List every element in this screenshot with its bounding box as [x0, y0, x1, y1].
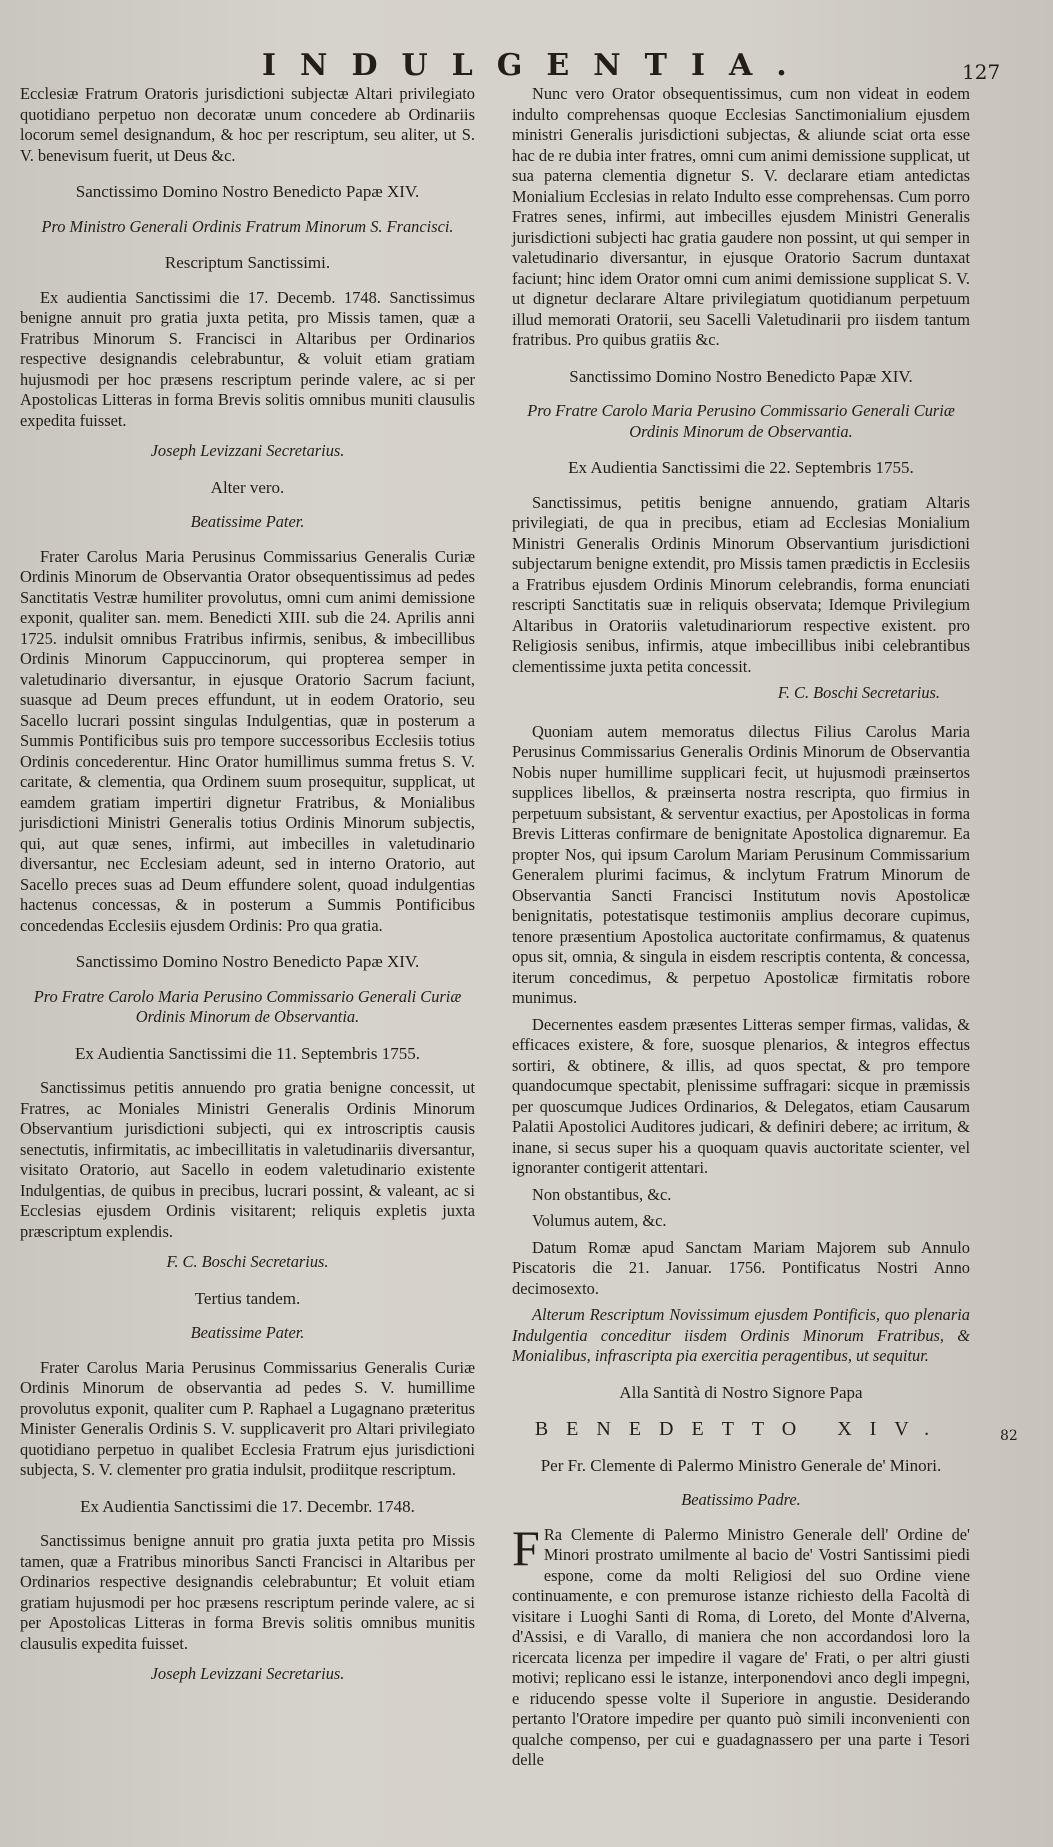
- paragraph: Frater Carolus Maria Perusinus Commissarius Generalis Curiæ Ordinis Minorum de Observantia Orator obsequentissimus ad pedes Sanctitatis Vestræ humiliter provolutus, omni cum animi demissione exponit, qualiter san. mem. Benedicti XIII. sub die 24. Aprilis anni 1725. indulsit omnibus Fratribus infirmis, senibus, & imbecillibus Ordinis Minorum Cappuccinorum, qui propterea semper in valetudinario diversantur, in ejusque Oratorio Sacrum faciunt, suasque ad Deum preces effundunt, ut in eodem Oratorio, seu Sacello lucrari possint singulas Indulgentias, quæ in posterum a Summis Pontificibus suis pro tempore successoribus Ecclesiis totius Ordinis concederentur. Hinc Orator humillimus summa fretus S. V. caritate, & clementia, qua Ordinem suum prosequitur, supplicat, ut eamdem gratiam impertiri dignetur Fratribus, & Monialibus jurisdictioni Ministri Generalis totius Ordinis Minorum subjectis, qui, aut quæ senes, infirmi, aut imbecilles in valetudinario diversantur, nec Ecclesiam adeunt, sed in interno Oratorio, aut Sacello preces suas ad Deum effundere solent, quoad indulgentias hactenus concessas, & in posterum a Summis Pontificibus concedendas Ecclesiis ejusdem Ordinis: Pro qua gratia.: [20, 546, 475, 935]
- paragraph: Ecclesiæ Fratrum Oratoris jurisdictioni subjectæ Altari privilegiato quotidiano perpetuo non decoratæ unum concedere ab Ordinariis locorum semel designandum, & hoc per rescriptum, seu aliter, ut S. V. benevisum fuerit, ut Deus &c.: [20, 84, 475, 165]
- paragraph: Sanctissimus, petitis benigne annuendo, gratiam Altaris privilegiati, de qua in precibus, etiam ad Ecclesias Monialium Ministri Generalis Ordinis Minorum Observantium jurisdictioni subjectarum benigne extendit, pro Missis tamen prædictis in Ecclesiis a Fratribus ejusdem Ordinis Minorum celebrandis, forma enunciati rescripti Sanctitatis suæ in reliquis observata; Idemque Privilegium Altaribus in Oratoriis valetudinariorum respective existent. pro Religiosis senibus, infirmis, atque imbecillibus inibi celebrantibus clementissime juxta petita concessit.: [512, 492, 970, 676]
- clause-line: Volumus autem, &c.: [532, 1211, 667, 1230]
- paragraph: [512, 1519, 970, 1771]
- section-heading: Tertius tandem.: [194, 1288, 301, 1308]
- section-heading: Alter vero.: [210, 477, 285, 497]
- salutation: Beatissime Pater.: [190, 512, 305, 531]
- pope-name: BENEDETTO XIV.: [534, 1418, 948, 1440]
- paragraph: Sanctissimus petitis annuendo pro gratia benigne concessit, ut Fratres, ac Moniales Ministri Generalis Ordinis Minorum Observantium jurisdictioni subjecti, qui ex introscriptis causis senectutis, infirmitatis, ac imbecillitatis in valetudinariis diversantur, visitato Oratorio, aut Sacello in eodem valetudinario existente Indulgentias, de quibus in precibus, lucrari possint, & valeant, ac si Ecclesias ejusdem Ordinis visitarent; reliquis expletis juxta præscriptum explendis.: [20, 1078, 475, 1241]
- signature: F. C. Boschi Secretarius.: [777, 683, 940, 702]
- paragraph: Frater Carolus Maria Perusinus Commissarius Generalis Curiæ Ordinis Minorum de observantia ad pedes S. V. humillime provolutus exponit, qualiter cum P. Raphael a Lugagnano præteritus Minister Generalis Ordinis S. V. supplicaverit pro Altari privilegiato quotidiano perpetuo in qualibet Ecclesia Fratrum ejus jurisdictioni subjecta, S. V. clementer pro gratia indulsit, prodiitque rescriptum.: [20, 1357, 475, 1479]
- paragraph-text: Ra Clemente di Palermo Ministro Generale dell' Ordine de' Minori prostrato umilmente al bacio de' Vostri Santissimi piedi espone, come da molti Religiosi del suo Ordine viene continuamente, e con premurose istanze richiesto della Facoltà di visitare i Luoghi Santi di Roma, di Loreto, del Monte d'Alverna, d'Assisi, e di Varallo, di maniera che non accordandosi loro la ricercata licenza per impedire il vagare de' Frati, o per altri giusti motivi; replicano essi le istanze, interponendovi anco degli impegni, e riducendo spesse volte il Superiore in angustie. Desiderando pertanto l'Oratore impedire per quanto può simili inconvenienti con qualche compenso, per cui e guadagnassero per una parte i Tesori delle: [512, 1524, 970, 1769]
- petitioner-line: Per Fr. Clemente di Palermo Ministro Generale de' Minori.: [540, 1455, 942, 1475]
- paragraph: Ex audientia Sanctissimi die 17. Decemb. 1748. Sanctissimus benigne annuit pro gratia juxta petita, pro Missis tamen, quæ a Fratribus Minorum S. Francisci in Altaribus per Ordinarios respective designandis celebrabuntur, & voluit etiam gratiam hujusmodi per hoc præsens rescriptum perinde valere, ac si per Apostolicas Litteras in forma Brevis solitis omnibus muniti clausulis expedita fuisset.: [20, 287, 475, 430]
- salutation: Beatissimo Padre.: [681, 1490, 801, 1509]
- clause-line: Non obstantibus, &c.: [532, 1184, 672, 1204]
- address-heading: Alla Santità di Nostro Signore Papa: [619, 1382, 863, 1402]
- petitioner-line: Pro Fratre Carolo Maria Perusino Commissario Generali Curiæ Ordinis Minorum de Observantia.: [527, 401, 955, 441]
- dating-clause: Datum Romæ apud Sanctam Mariam Majorem sub Annulo Piscatoris die 21. Januar. 1756. Pontificatus Nostri Anno decimosexto.: [512, 1237, 970, 1298]
- signature: Joseph Levizzani Secretarius.: [150, 441, 345, 460]
- audience-heading: Ex Audientia Sanctissimi die 11. Septembris 1755.: [74, 1043, 420, 1063]
- drop-cap: F: [512, 1519, 540, 1576]
- rescript-note: Alterum Rescriptum Novissimum ejusdem Pontificis, quo plenaria Indulgentia conceditur iisdem Ordinis Minorum Fratribus, & Monialibus, infrascripta pia exercitia peragentibus, ut sequitur.: [512, 1305, 970, 1365]
- paragraph: Quoniam autem memoratus dilectus Filius Carolus Maria Perusinus Commissarius Generalis Ordinis Minorum de Observantia Nobis nuper humillime supplicari fecit, ut hujusmodi præinsertos supplices libellos, & præinserta nostra rescripta, quo firmius in perpetuum subsistant, & serventur exactius, per Apostolicas in forma Brevis Litteras confirmare de benignitate Apostolica dignaremur. Ea propter Nos, qui ipsum Carolum Mariam Perusinum Commissarium Generalem plurimi facimus, & inclytum Fratrum Minorum de Observantia Sancti Francisci Institutum novis Apostolicæ benignitatis, potestatisque testimoniis amplius decorare cupimus, tenore præsentium Apostolica auctoritate confirmamus, & quatenus opus sit, omnia, & singula in eisdem rescriptis contenta, & concessa, iterum concedimus, & perpetuo Apostolicæ firmitatis robore munimus.: [512, 721, 970, 1007]
- audience-heading: Ex Audientia Sanctissimi die 22. Septembris 1755.: [568, 458, 914, 477]
- address-heading: Sanctissimo Domino Nostro Benedicto Papæ XIV.: [569, 366, 913, 386]
- audience-heading: Ex Audientia Sanctissimi die 17. Decembr. 1748.: [80, 1496, 415, 1516]
- rescript-heading: Rescriptum Sanctissimi.: [164, 253, 331, 272]
- salutation: Beatissime Pater.: [190, 1323, 305, 1342]
- petitioner-line: Pro Fratre Carolo Maria Perusino Commissario Generali Curiæ Ordinis Minorum de Observantia.: [33, 986, 462, 1026]
- paragraph: Decernentes easdem præsentes Litteras semper firmas, validas, & efficaces existere, & fore, suosque plenarios, & integros effectus sortiri, & obtinere, & illis, ad quos spectat, & pro tempore quandocumque spectabit, plenissime suffragari: sicque in præmissis per quoscumque Judices Ordinarios, & Delegatos, etiam Causarum Palatii Apostolici Auditores judicari, & definiri debere; ac irritum, & inane, si secus super his a quoquam quavis auctoritate scienter, vel ignoranter contigerit attentari.: [512, 1014, 970, 1177]
- page-number: 127: [962, 60, 1001, 84]
- left-column: [20, 84, 475, 1701]
- marginal-number: 82: [1000, 1428, 1018, 1444]
- right-column: [512, 84, 970, 1777]
- petitioner-line: Pro Ministro Generali Ordinis Fratrum Minorum S. Francisci.: [41, 216, 454, 236]
- paragraph: Nunc vero Orator obsequentissimus, cum non videat in eodem indulto comprehensas quoque Ecclesias Sanctimonialium ejusdem ministri Generalis jurisdictioni subjectas, & aliunde sciat orta esse hac de re dubia inter fratres, omni cum animi demissione supplicat, ut sua paterna clementia dignetur S. V. declarare etiam antedictas Monialium Ecclesias in relato Indulto esse comprehensas. Cum porro Fratres senes, infirmi, aut imbecilles ejusdem Ministri Generalis jurisdictioni subjecti hac gratia gaudere non possint, ut qui semper in valetudinario diversantur, in ejusque Oratorio Sacrum duntaxat faciunt; hinc idem Orator omni cum animi demissione supplicat S. V. ut dignetur declarare Altare privilegiatum quotidianum perpetuum illud memorati Oratorii, seu Sacelli Valetudinarii pro iisdem tantum fratribus. Pro quibus gratiis &c.: [512, 84, 970, 349]
- paragraph: Sanctissimus benigne annuit pro gratia juxta petita pro Missis tamen, quæ a Fratribus minoribus Sancti Francisci in Altaribus per Ordinarios respective designandis celebrabuntur; Et voluit etiam gratiam hujusmodi per hoc præsens rescriptum perinde valere, ac si per Apostolicas Litteras in forma Brevis solitis omnibus munitis clausulis expedita fuisset.: [20, 1531, 475, 1653]
- signature: F. C. Boschi Secretarius.: [166, 1252, 329, 1271]
- address-heading: Sanctissimo Domino Nostro Benedicto Papæ XIV.: [75, 952, 420, 971]
- running-title: INDULGENTIA.: [262, 48, 811, 83]
- address-heading: Sanctissimo Domino Nostro Benedicto Papæ XIV.: [75, 182, 420, 201]
- signature: Joseph Levizzani Secretarius.: [150, 1664, 345, 1683]
